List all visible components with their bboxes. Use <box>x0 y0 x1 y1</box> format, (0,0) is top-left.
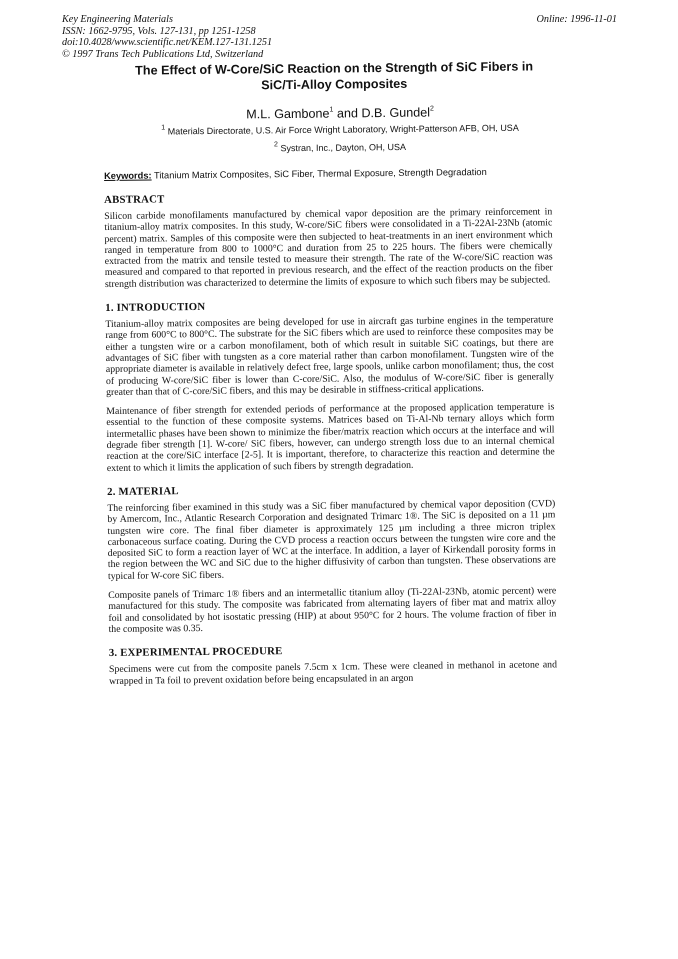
affiliation-1-mark: 1 <box>161 124 166 132</box>
affiliation-2 <box>115 140 565 156</box>
journal-name: Key Engineering Materials <box>62 14 173 25</box>
author-1: M.L. Gambone <box>246 106 330 122</box>
keywords-label: Keywords: <box>104 170 152 181</box>
author-2-affiliation-mark: 2 <box>429 105 434 113</box>
title-line-1: The Effect of W-Core/SiC Reaction on the Strength of SiC Fibers in <box>135 59 534 78</box>
title-line-2: SiC/Ti-Alloy Composites <box>261 76 408 93</box>
author-1-affiliation-mark: 1 <box>329 106 334 114</box>
keywords-line <box>104 165 574 182</box>
citation-block <box>62 14 617 60</box>
issn-line: ISSN: 1662-9795, Vols. 127-131, pp 1251-1258 <box>62 25 256 37</box>
procedure-heading: 3. EXPERIMENTAL PROCEDURE <box>108 645 283 660</box>
author-list <box>190 105 490 123</box>
abstract-heading: ABSTRACT <box>104 193 165 206</box>
affiliation-2-mark: 2 <box>273 141 278 149</box>
procedure-paragraph-1: Specimens were cut from the composite panels 7.5cm x 1cm. These were cleaned in methanol in acetone and wrapped in Ta foil to prevent oxidation before being encapsulated in an argon <box>108 659 558 687</box>
introduction-heading: 1. INTRODUCTION <box>105 301 206 315</box>
paper-body <box>104 189 557 698</box>
affiliation-1 <box>115 122 565 138</box>
paper-title <box>98 58 570 95</box>
affiliation-1-text: Materials Directorate, U.S. Air Force Wright Laboratory, Wright-Patterson AFB, OH, USA <box>165 122 519 137</box>
introduction-paragraph-2: Maintenance of fiber strength for extended periods of performance at the proposed application temperature is essential to the function of these composite systems. Matrices based on Ti-Al-Nb ternary alloys which form intermetallic phases have been shown to minimize the fiber/matrix reaction which occurs at the interface and will degrade fiber strength [1]. W-core/ SiC fibers, however, can undergo strength loss due to an internal chemical reaction at the core/SiC interface [2-5]. It is important, therefore, to characterize this reaction and determine the extent to which it limits the application of such fibers by strength degradation. <box>106 401 555 474</box>
introduction-paragraph-1: Titanium-alloy matrix composites are being developed for use in aircraft gas turbine engines in the temperature range from 600°C to 800°C. The substrate for the SiC fibers which are used to reinforce these composites may be either a tungsten wire or a carbon monofilament, both of which result in suitable SiC coatings, but there are advantages of SiC fiber with tungsten as a core material rather than carbon monofilament. Tungsten wire of the appropriate diameter is available in relatively defect free, large spools, unlike carbon monofilament; thus, the cost of producing W-core/SiC fiber is lower than C-core/SiC. Also, the modulus of W-core/SiC fiber is generally greater than that of C-core/SiC fibers, and this may be desirable in stiffness-critical applications. <box>105 314 554 398</box>
journal-header <box>62 14 617 60</box>
abstract-paragraph: Silicon carbide monofilaments manufactured by chemical vapor deposition are the primary reinforcement in titanium-alloy matrix composites. In this study, W-core/SiC fibers were consolidated in a Ti-22Al-23Nb (atomic percent) matrix. Samples of this composite were then subjected to heat-treatments in an inert environment which ranged in temperature from 800 to 1000°C and duration from 25 to 225 hours. The fibers were chemically extracted from the matrix and tensile tested to measure their strength. The rate of the W-core/SiC reaction was measured and compared to that reported in previous research, and the effect of the reaction products on the fiber strength distribution was characterized to determine the limits of exposure to which such fibers may be subjected. <box>104 206 553 290</box>
copyright-line: © 1997 Trans Tech Publications Ltd, Switzerland <box>62 48 264 60</box>
material-paragraph-1: The reinforcing fiber examined in this study was a SiC fiber manufactured by chemical vapor deposition (CVD) by Amercom, Inc., Atlantic Research Corporation and designated Trimarc 1®. The SiC is deposited on a 11 µm tungsten wire core. The final fiber diameter is approximately 125 µm including a three micron triplex carbonaceous surface coating. During the CVD process a reaction occurs between the tungsten wire core and the deposited SiC to form a reaction layer of WC at the interface. In addition, a layer of Kirkendall porosity forms in the region between the WC and SiC due to the higher diffusivity of carbon than tungsten. These observations are typical for W-core SiC fibers. <box>107 498 556 582</box>
affiliation-2-text: Systran, Inc., Dayton, OH, USA <box>277 141 407 154</box>
material-paragraph-2: Composite panels of Trimarc 1® fibers and an intermetallic titanium alloy (Ti-22Al-23Nb, atomic percent) were manufactured for this study. The composite was fabricated from alternating layers of fiber mat and matrix alloy foil and consolidated by hot isostatic pressing (HIP) at about 950°C for 2 hours. The volume fraction of fiber in the composite was 0.35. <box>108 585 557 635</box>
material-heading: 2. MATERIAL <box>107 485 179 498</box>
author-2: D.B. Gundel <box>361 105 431 121</box>
keywords-text: Titanium Matrix Composites, SiC Fiber, Thermal Exposure, Strength Degradation <box>151 166 487 181</box>
online-date: Online: 1996-11-01 <box>536 14 617 25</box>
author-conjunction: and <box>333 106 362 121</box>
doi-line: doi:10.4028/www.scientific.net/KEM.127-131.1251 <box>62 37 273 48</box>
